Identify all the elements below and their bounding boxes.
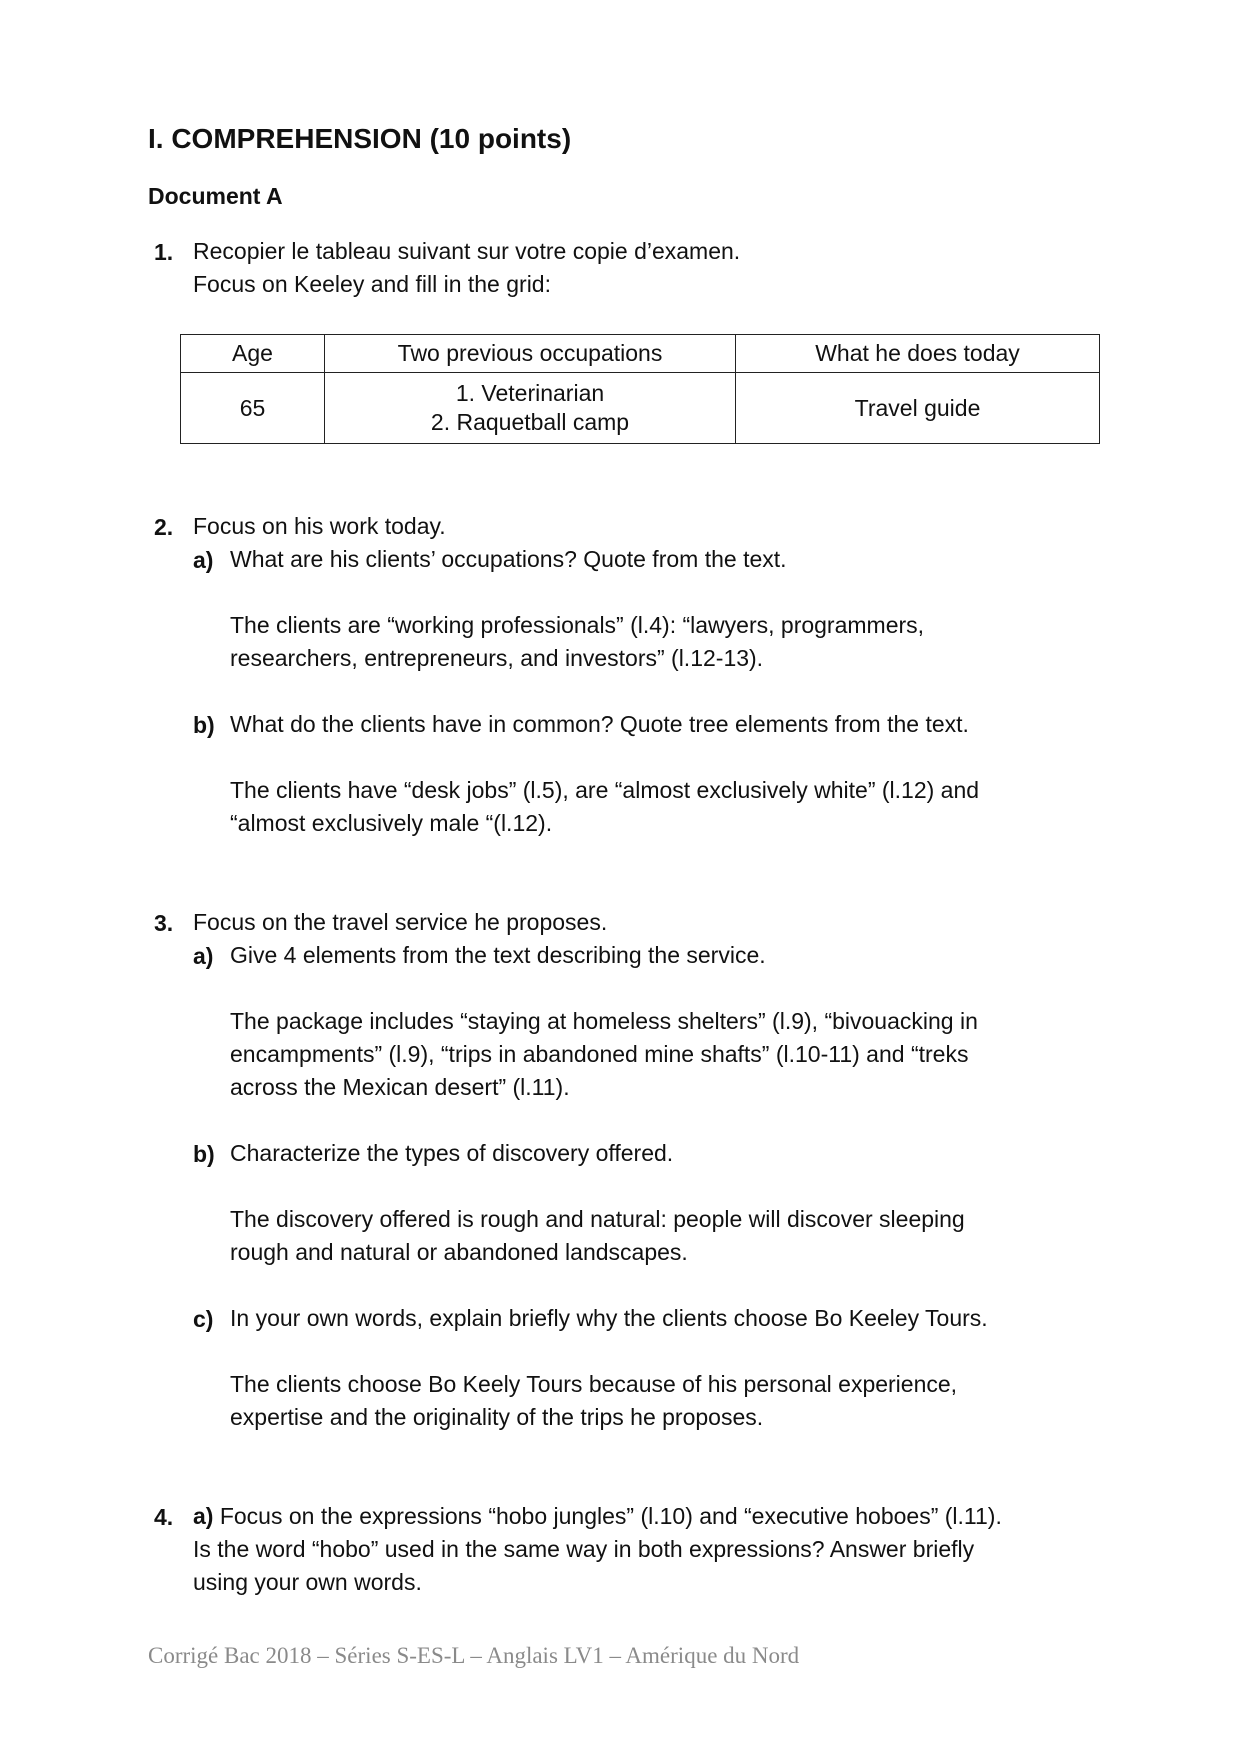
q4-number: 4. (154, 1504, 174, 1530)
occupation-1: 1. Veterinarian (455, 380, 605, 406)
q3c-question: In your own words, explain briefly why the clients choose Bo Keeley Tours. (230, 1305, 988, 1331)
q4a-question: Focus on the expressions “hobo jungles” (l.10) and “executive hoboes” (l.11). (219, 1503, 1002, 1529)
keeley-grid (180, 334, 1100, 444)
q4-line1 (193, 1500, 1002, 1533)
q2b-answer-line1: The clients have “desk jobs” (l.5), are “almost exclusively white” (l.12) and (230, 777, 980, 803)
grid-header-today: What he does today (736, 335, 1100, 373)
grid-header-age: Age (181, 335, 325, 373)
grid-header-row (181, 335, 1100, 373)
page-footer: Corrigé Bac 2018 – Séries S-ES-L – Anglais LV1 – Amérique du Nord (148, 1643, 800, 1668)
q3-number: 3. (154, 910, 174, 936)
q3b-label: b) (193, 1141, 215, 1167)
q3a-answer-line2: encampments” (l.9), “trips in abandoned mine shafts” (l.10-11) and “treks (230, 1041, 969, 1067)
q1-line2: Focus on Keeley and fill in the grid: (193, 271, 551, 297)
q4a-label: a) (193, 1503, 214, 1529)
document-label: Document A (148, 183, 283, 209)
q3a-answer-line1: The package includes “staying at homeless shelters” (l.9), “bivouacking in (230, 1008, 978, 1034)
q2a-answer-line1: The clients are “working professionals” (l.4): “lawyers, programmers, (230, 612, 925, 638)
q3a-answer-line3: across the Mexican desert” (l.11). (230, 1074, 570, 1100)
q3a-label: a) (193, 943, 214, 969)
q2b-label: b) (193, 712, 215, 738)
section-heading: I. COMPREHENSION (10 points) (148, 123, 572, 154)
q2b-answer-line2: “almost exclusively male “(l.12). (230, 810, 553, 836)
q4-line2: Is the word “hobo” used in the same way in both expressions? Answer briefly (193, 1536, 975, 1562)
q1-line1: Recopier le tableau suivant sur votre copie d’examen. (193, 238, 741, 264)
q3c-answer-line1: The clients choose Bo Keely Tours because of his personal experience, (230, 1371, 958, 1397)
grid-cell-today: Travel guide (736, 373, 1100, 444)
q3b-answer-line1: The discovery offered is rough and natural: people will discover sleeping (230, 1206, 965, 1232)
q3-intro: Focus on the travel service he proposes. (193, 909, 608, 935)
q1-number: 1. (154, 239, 174, 265)
grid-cell-occupations (325, 373, 736, 444)
q3c-label: c) (193, 1306, 214, 1332)
q3c-answer-line2: expertise and the originality of the trips he proposes. (230, 1404, 764, 1430)
q2a-question: What are his clients’ occupations? Quote from the text. (230, 546, 787, 572)
q3b-answer-line2: rough and natural or abandoned landscapes. (230, 1239, 688, 1265)
grid-header-occupations: Two previous occupations (325, 335, 736, 373)
grid-cell-age: 65 (181, 373, 325, 444)
q2a-answer-line2: researchers, entrepreneurs, and investors” (l.12-13). (230, 645, 764, 671)
q3a-question: Give 4 elements from the text describing the service. (230, 942, 766, 968)
q2a-label: a) (193, 547, 214, 573)
q3b-question: Characterize the types of discovery offered. (230, 1140, 674, 1166)
grid-answer-row (181, 373, 1100, 444)
occupation-2: 2. Raquetball camp (430, 409, 630, 435)
q2-number: 2. (154, 514, 174, 540)
q2-intro: Focus on his work today. (193, 513, 446, 539)
q4-line3: using your own words. (193, 1569, 422, 1595)
q2b-question: What do the clients have in common? Quote tree elements from the text. (230, 711, 969, 737)
